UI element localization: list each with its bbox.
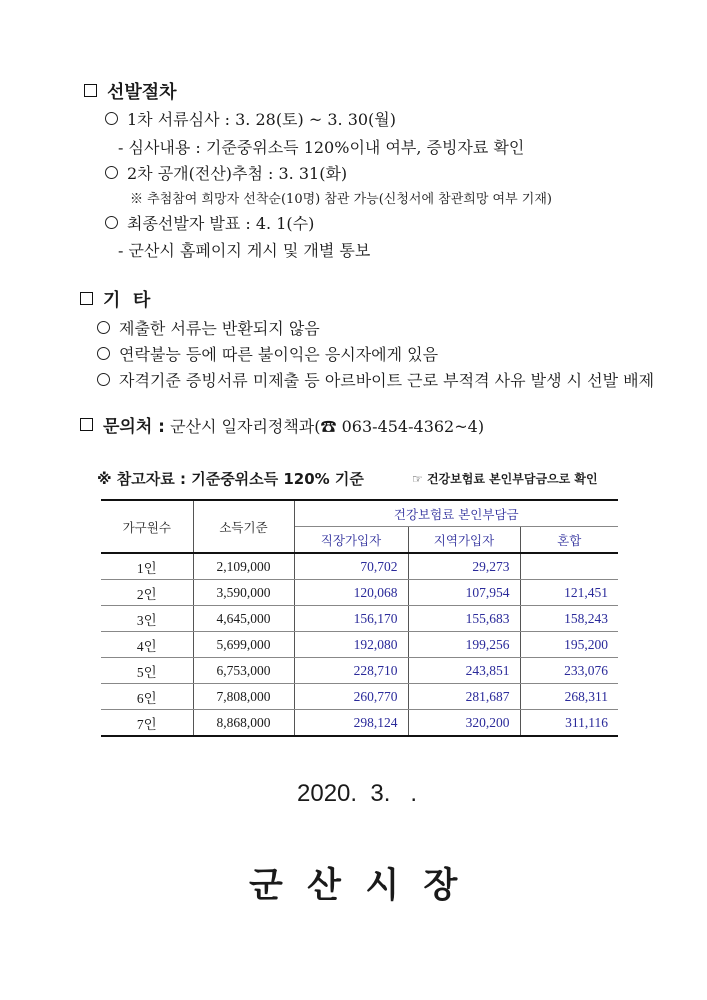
contact-department: 군산시 일자리정책과( [170,417,321,436]
selection-heading-text: 선발절차 [107,82,177,103]
circle-bullet-icon [105,166,118,179]
contact-phone: 063-454-4362~4) [336,417,485,436]
reference-note: ☞ 건강보험료 본인부담금으로 확인 [412,472,598,486]
selection-item-2: 2차 공개(전산)추첨 : 3. 31(화) [105,161,347,184]
col-header-employee: 직장가입자 [294,527,408,554]
col-header-mixed: 혼합 [520,527,618,554]
selection-item-1: 1차 서류심사 : 3. 28(토) ~ 3. 30(월) [105,107,396,130]
income-reference-table [101,499,618,737]
col-header-insurance-group: 건강보험료 본인부담금 [294,500,618,527]
reference-title: ※ 참고자료 : 기준중위소득 120% 기준 [97,470,364,488]
pointing-hand-icon: ☞ [412,472,423,486]
circle-bullet-icon [97,373,110,386]
col-header-regional: 지역가입자 [408,527,520,554]
contact-label: 문의처 : [103,417,165,437]
col-header-household: 가구원수 [101,500,193,553]
square-bullet-icon [80,292,93,305]
circle-bullet-icon [105,112,118,125]
etc-heading-text: 기 타 [103,290,151,311]
square-bullet-icon [84,84,97,97]
section-heading-etc [80,286,150,312]
phone-icon: ☎ [320,417,337,436]
circle-bullet-icon [105,216,118,229]
table-row: 7인 8,868,000 298,124 320,200 311,116 [101,710,618,737]
table-row: 2인 3,590,000 120,068 107,954 121,451 [101,580,618,606]
circle-bullet-icon [97,347,110,360]
selection-item-3: 최종선발자 발표 : 4. 1(수) [105,211,314,234]
col-header-income: 소득기준 [193,500,294,553]
contact-line [80,412,484,437]
section-heading-selection [84,78,177,104]
table-row: 3인 4,645,000 156,170 155,683 158,243 [101,606,618,632]
circle-bullet-icon [97,321,110,334]
etc-item-1: 제출한 서류는 반환되지 않음 [97,316,320,339]
square-bullet-icon [80,418,93,431]
selection-item-2-note: ※ 추첨참여 희망자 선착순(10명) 참관 가능(신청서에 참관희망 여부 기재) [130,192,552,207]
table-row: 4인 5,699,000 192,080 199,256 195,200 [101,632,618,658]
etc-item-2: 연락불능 등에 따른 불이익은 응시자에게 있음 [97,342,438,365]
issuer-signature: 군 산 시 장 [249,866,458,906]
document-date: 2020. 3. . [297,780,418,807]
table-row: 1인 2,109,000 70,702 29,273 [101,553,618,580]
selection-item-3-detail: - 군산시 홈페이지 게시 및 개별 통보 [118,241,371,260]
table-row: 6인 7,808,000 260,770 281,687 268,311 [101,684,618,710]
etc-item-3: 자격기준 증빙서류 미제출 등 아르바이트 근로 부적격 사유 발생 시 선발 배제 [97,368,654,391]
table-row: 5인 6,753,000 228,710 243,851 233,076 [101,658,618,684]
selection-item-1-detail: - 심사내용 : 기준중위소득 120%이내 여부, 증빙자료 확인 [118,138,525,157]
